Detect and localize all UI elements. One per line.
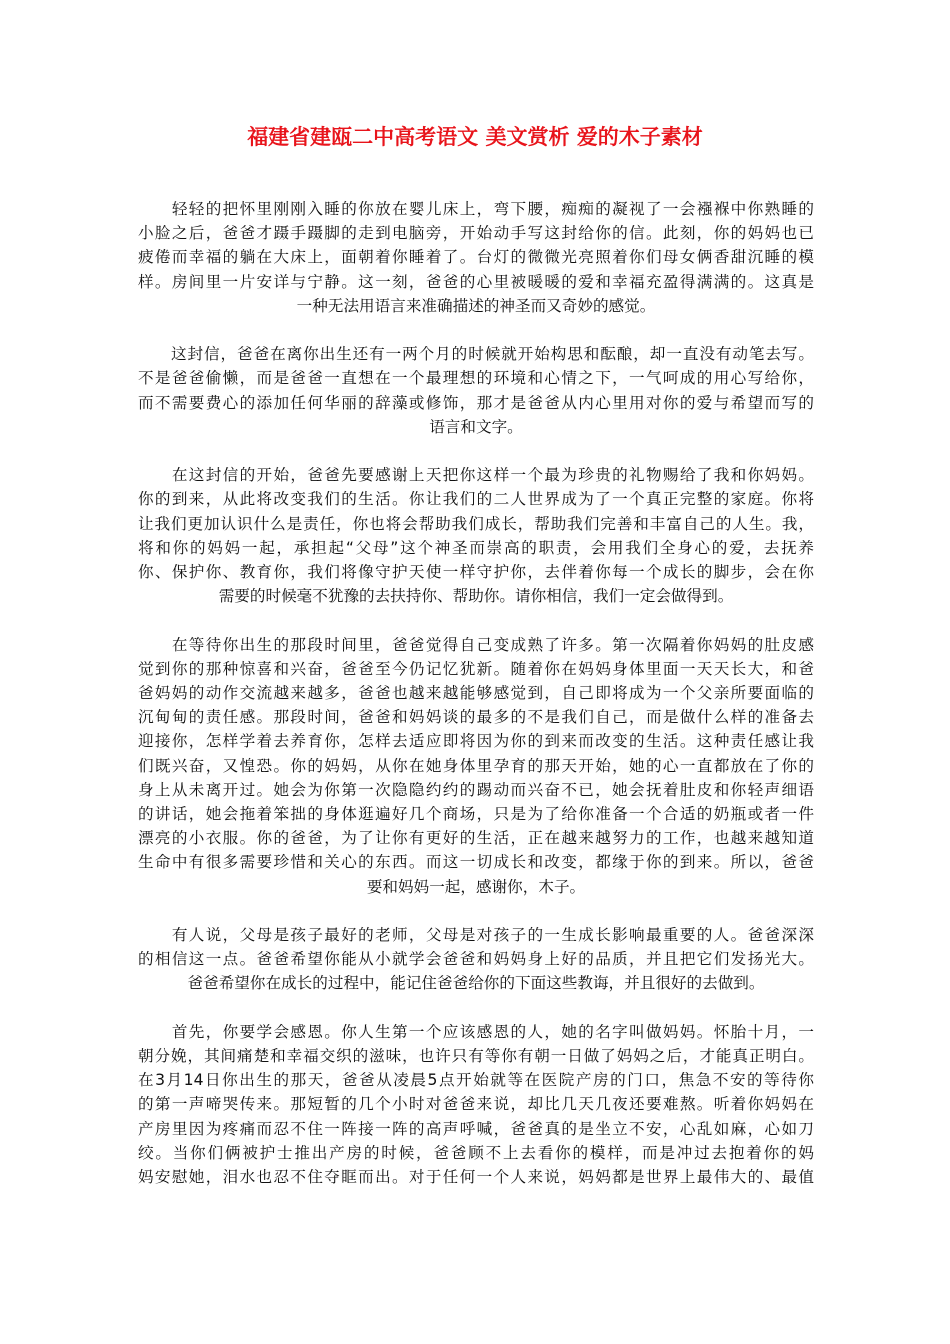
text-line: 这封信，爸爸在离你出生还有一两个月的时候就开始构思和酝酿，却一直没有动笔去写。 — [138, 345, 814, 364]
text-line: 你、保护你、教育你，我们将像守护天使一样守护你，去伴着你每一个成长的脚步，会在你 — [138, 563, 814, 582]
paragraph-2 — [138, 342, 814, 439]
text-line: 而不需要费心的添加任何华丽的辞藻或修饰，那才是爸爸从内心里用对你的爱与希望而写的 — [138, 393, 814, 412]
text-line: 小脸之后，爸爸才蹑手蹑脚的走到电脑旁，开始动手写这封给你的信。此刻，你的妈妈也已 — [138, 224, 814, 243]
text-line: 迎接你，怎样学着去养育你，怎样去适应即将因为你的到来而改变的生活。这种责任感让我 — [138, 732, 814, 751]
text-line: 的讲话，她会拖着笨拙的身体逛遍好几个商场，只是为了给你准备一个合适的奶瓶或者一件 — [138, 805, 814, 824]
text-line: 漂亮的小衣服。你的爸爸，为了让你有更好的生活，正在越来越努力的工作，也越来越知道 — [138, 829, 814, 848]
text-line: 们既兴奋，又惶恐。你的妈妈，从你在她身体里孕育的那天开始，她的心一直都放在了你的 — [138, 756, 814, 775]
text-line: 疲倦而幸福的躺在大床上，面朝着你睡着了。台灯的微微光亮照着你们母女俩香甜沉睡的模 — [138, 248, 814, 267]
text-line: 生命中有很多需要珍惜和关心的东西。而这一切成长和改变，都缘于你的到来。所以，爸爸 — [138, 853, 814, 872]
text-line: 将和你的妈妈一起，承担起“父母”这个神圣而崇高的职责，会用我们全身心的爱，去抚养 — [138, 538, 814, 557]
text-line: 让我们更加认识什么是责任，你也将会帮助我们成长，帮助我们完善和丰富自己的人生。我， — [138, 514, 814, 533]
text-line: 的第一声啼哭传来。那短暂的几个小时对爸爸来说，却比几天几夜还要难熬。听着你妈妈在 — [138, 1095, 814, 1114]
text-line: 首先，你要学会感恩。你人生第一个应该感恩的人，她的名字叫做妈妈。怀胎十月，一 — [138, 1022, 814, 1041]
text-line: 爸爸希望你在成长的过程中，能记住爸爸给你的下面这些教诲，并且很好的去做到。 — [187, 974, 765, 993]
text-line: 要和妈妈一起，感谢你，木子。 — [366, 877, 586, 896]
paragraph-5 — [138, 923, 814, 996]
text-line: 朝分娩，其间痛楚和幸福交织的滋味，也许只有等你有朝一日做了妈妈之后，才能真正明白。 — [138, 1047, 814, 1066]
text-line: 在等待你出生的那段时间里，爸爸觉得自己变成熟了许多。第一次隔着你妈妈的肚皮感 — [138, 635, 814, 654]
text-line: 样。房间里一片安详与宁静。这一刻，爸爸的心里被暖暖的爱和幸福充盈得满满的。这真是 — [138, 272, 814, 291]
paragraph-1 — [138, 197, 814, 318]
document-title: 福建省建瓯二中高考语文 美文赏析 爱的木子素材 — [247, 125, 703, 149]
text-line: 妈安慰她，泪水也忍不住夺眶而出。对于任何一个人来说，妈妈都是世界上最伟大的、最值 — [138, 1168, 814, 1187]
text-line: 你的到来，从此将改变我们的生活。你让我们的二人世界成为了一个真正完整的家庭。你将 — [138, 490, 814, 509]
text-line: 一种无法用语言来准确描述的神圣而又奇妙的感觉。 — [296, 296, 656, 315]
paragraph-4 — [138, 633, 814, 899]
text-line: 爸妈妈的动作交流越来越多，爸爸也越来越能够感觉到，自己即将成为一个父亲所要面临的 — [138, 684, 814, 703]
text-line: 不是爸爸偷懒，而是爸爸一直想在一个最理想的环境和心情之下，一气呵成的用心写给你， — [138, 369, 814, 388]
text-line: 绞。当你们俩被护士推出产房的时候，爸爸顾不上去看你的模样，而是冲过去抱着你的妈 — [138, 1143, 814, 1162]
text-line: 语言和文字。 — [429, 417, 523, 436]
text-line: 沉甸甸的责任感。那段时间，爸爸和妈妈谈的最多的不是我们自己，而是做什么样的准备去 — [138, 708, 814, 727]
text-line: 轻轻的把怀里刚刚入睡的你放在婴儿床上，弯下腰，痴痴的凝视了一会襁褓中你熟睡的 — [138, 200, 814, 218]
paragraph-3 — [138, 463, 814, 608]
text-line: 的相信这一点。爸爸希望你能从小就学会爸爸和妈妈身上好的品质，并且把它们发扬光大。 — [138, 950, 814, 969]
paragraph-6 — [138, 1020, 814, 1189]
text-line: 身上从未离开过。她会为你第一次隐隐约约的踢动而兴奋不已，她会抚着肚皮和你轻声细语 — [138, 780, 814, 799]
text-line: 需要的时候毫不犹豫的去扶持你、帮助你。请你相信，我们一定会做得到。 — [218, 587, 734, 606]
text-line: 在3月14日你出生的那天，爸爸从凌晨5点开始就等在医院产房的门口，焦急不安的等待你 — [138, 1071, 814, 1090]
text-line: 觉到你的那种惊喜和兴奋，爸爸至今仍记忆犹新。随着你在妈妈身体里面一天天长大，和爸 — [138, 659, 814, 678]
text-line: 在这封信的开始，爸爸先要感谢上天把你这样一个最为珍贵的礼物赐给了我和你妈妈。 — [138, 466, 814, 485]
document-body — [138, 197, 814, 1213]
text-line: 有人说，父母是孩子最好的老师，父母是对孩子的一生成长影响最重要的人。爸爸深深 — [138, 926, 814, 945]
text-line: 产房里因为疼痛而忍不住一阵接一阵的高声呼喊，爸爸真的是坐立不安，心乱如麻，心如刀 — [138, 1119, 814, 1138]
